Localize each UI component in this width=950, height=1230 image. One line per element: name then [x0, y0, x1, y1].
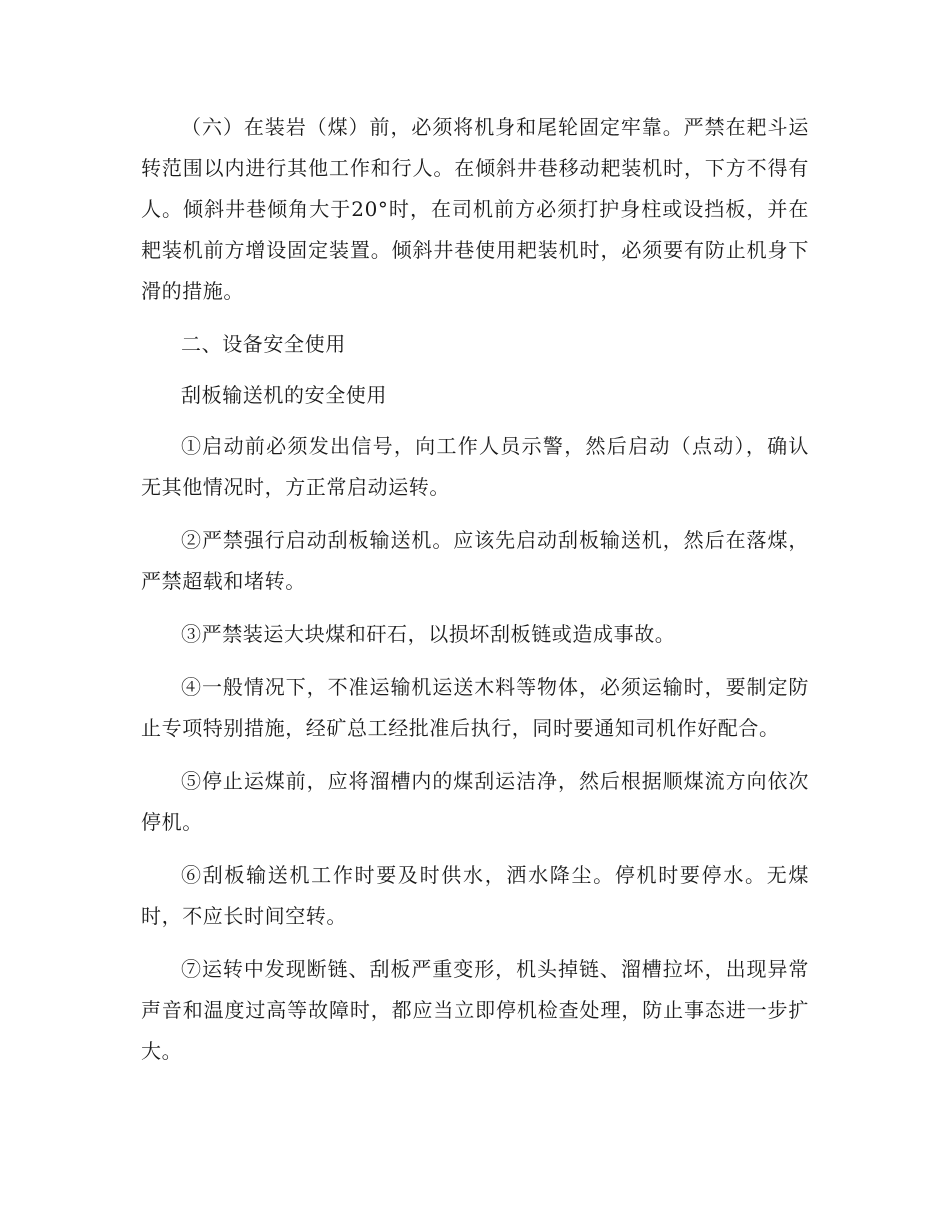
list-item-4: ④一般情况下，不准运输机运送木料等物体，必须运输时，要制定防止专项特别措施，经矿总工经批准后执行，同时要通知司机作好配合。: [141, 675, 809, 740]
list-item-3: ③严禁装运大块煤和矸石，以损坏刮板链或造成事故。: [181, 622, 676, 646]
document-body: [141, 107, 809, 1084]
subsection-heading: 刮板输送机的安全使用: [181, 383, 387, 407]
list-item-7: ⑦运转中发现断链、刮板严重变形，机头掉链、溜槽拉坏，出现异常声音和温度过高等故障时，都应当立即停机检查处理，防止事态进一步扩大。: [141, 957, 809, 1063]
list-item-1: ①启动前必须发出信号，向工作人员示警，然后启动（点动），确认无其他情况时，方正常启动运转。: [141, 434, 809, 499]
section-heading: 二、设备安全使用: [181, 332, 346, 356]
list-item-5: ⑤停止运煤前，应将溜槽内的煤刮运洁净，然后根据顺煤流方向依次停机。: [141, 769, 809, 834]
paragraph-loader-safety: （六）在装岩（煤）前，必须将机身和尾轮固定牢靠。严禁在耙斗运转范围以内进行其他工作和行人。在倾斜井巷移动耙装机时，下方不得有人。倾斜井巷倾角大于20°时，在司机前方必须打护身柱或设挡板，并在耙装机前方增设固定装置。倾斜井巷使用耙装机时，必须要有防止机身下滑的措施。: [141, 115, 809, 303]
list-item-2: ②严禁强行启动刮板输送机。应该先启动刮板输送机，然后在落煤，严禁超载和堵转。: [141, 528, 809, 593]
list-item-6: ⑥刮板输送机工作时要及时供水，洒水降尘。停机时要停水。无煤时，不应长时间空转。: [141, 863, 809, 928]
